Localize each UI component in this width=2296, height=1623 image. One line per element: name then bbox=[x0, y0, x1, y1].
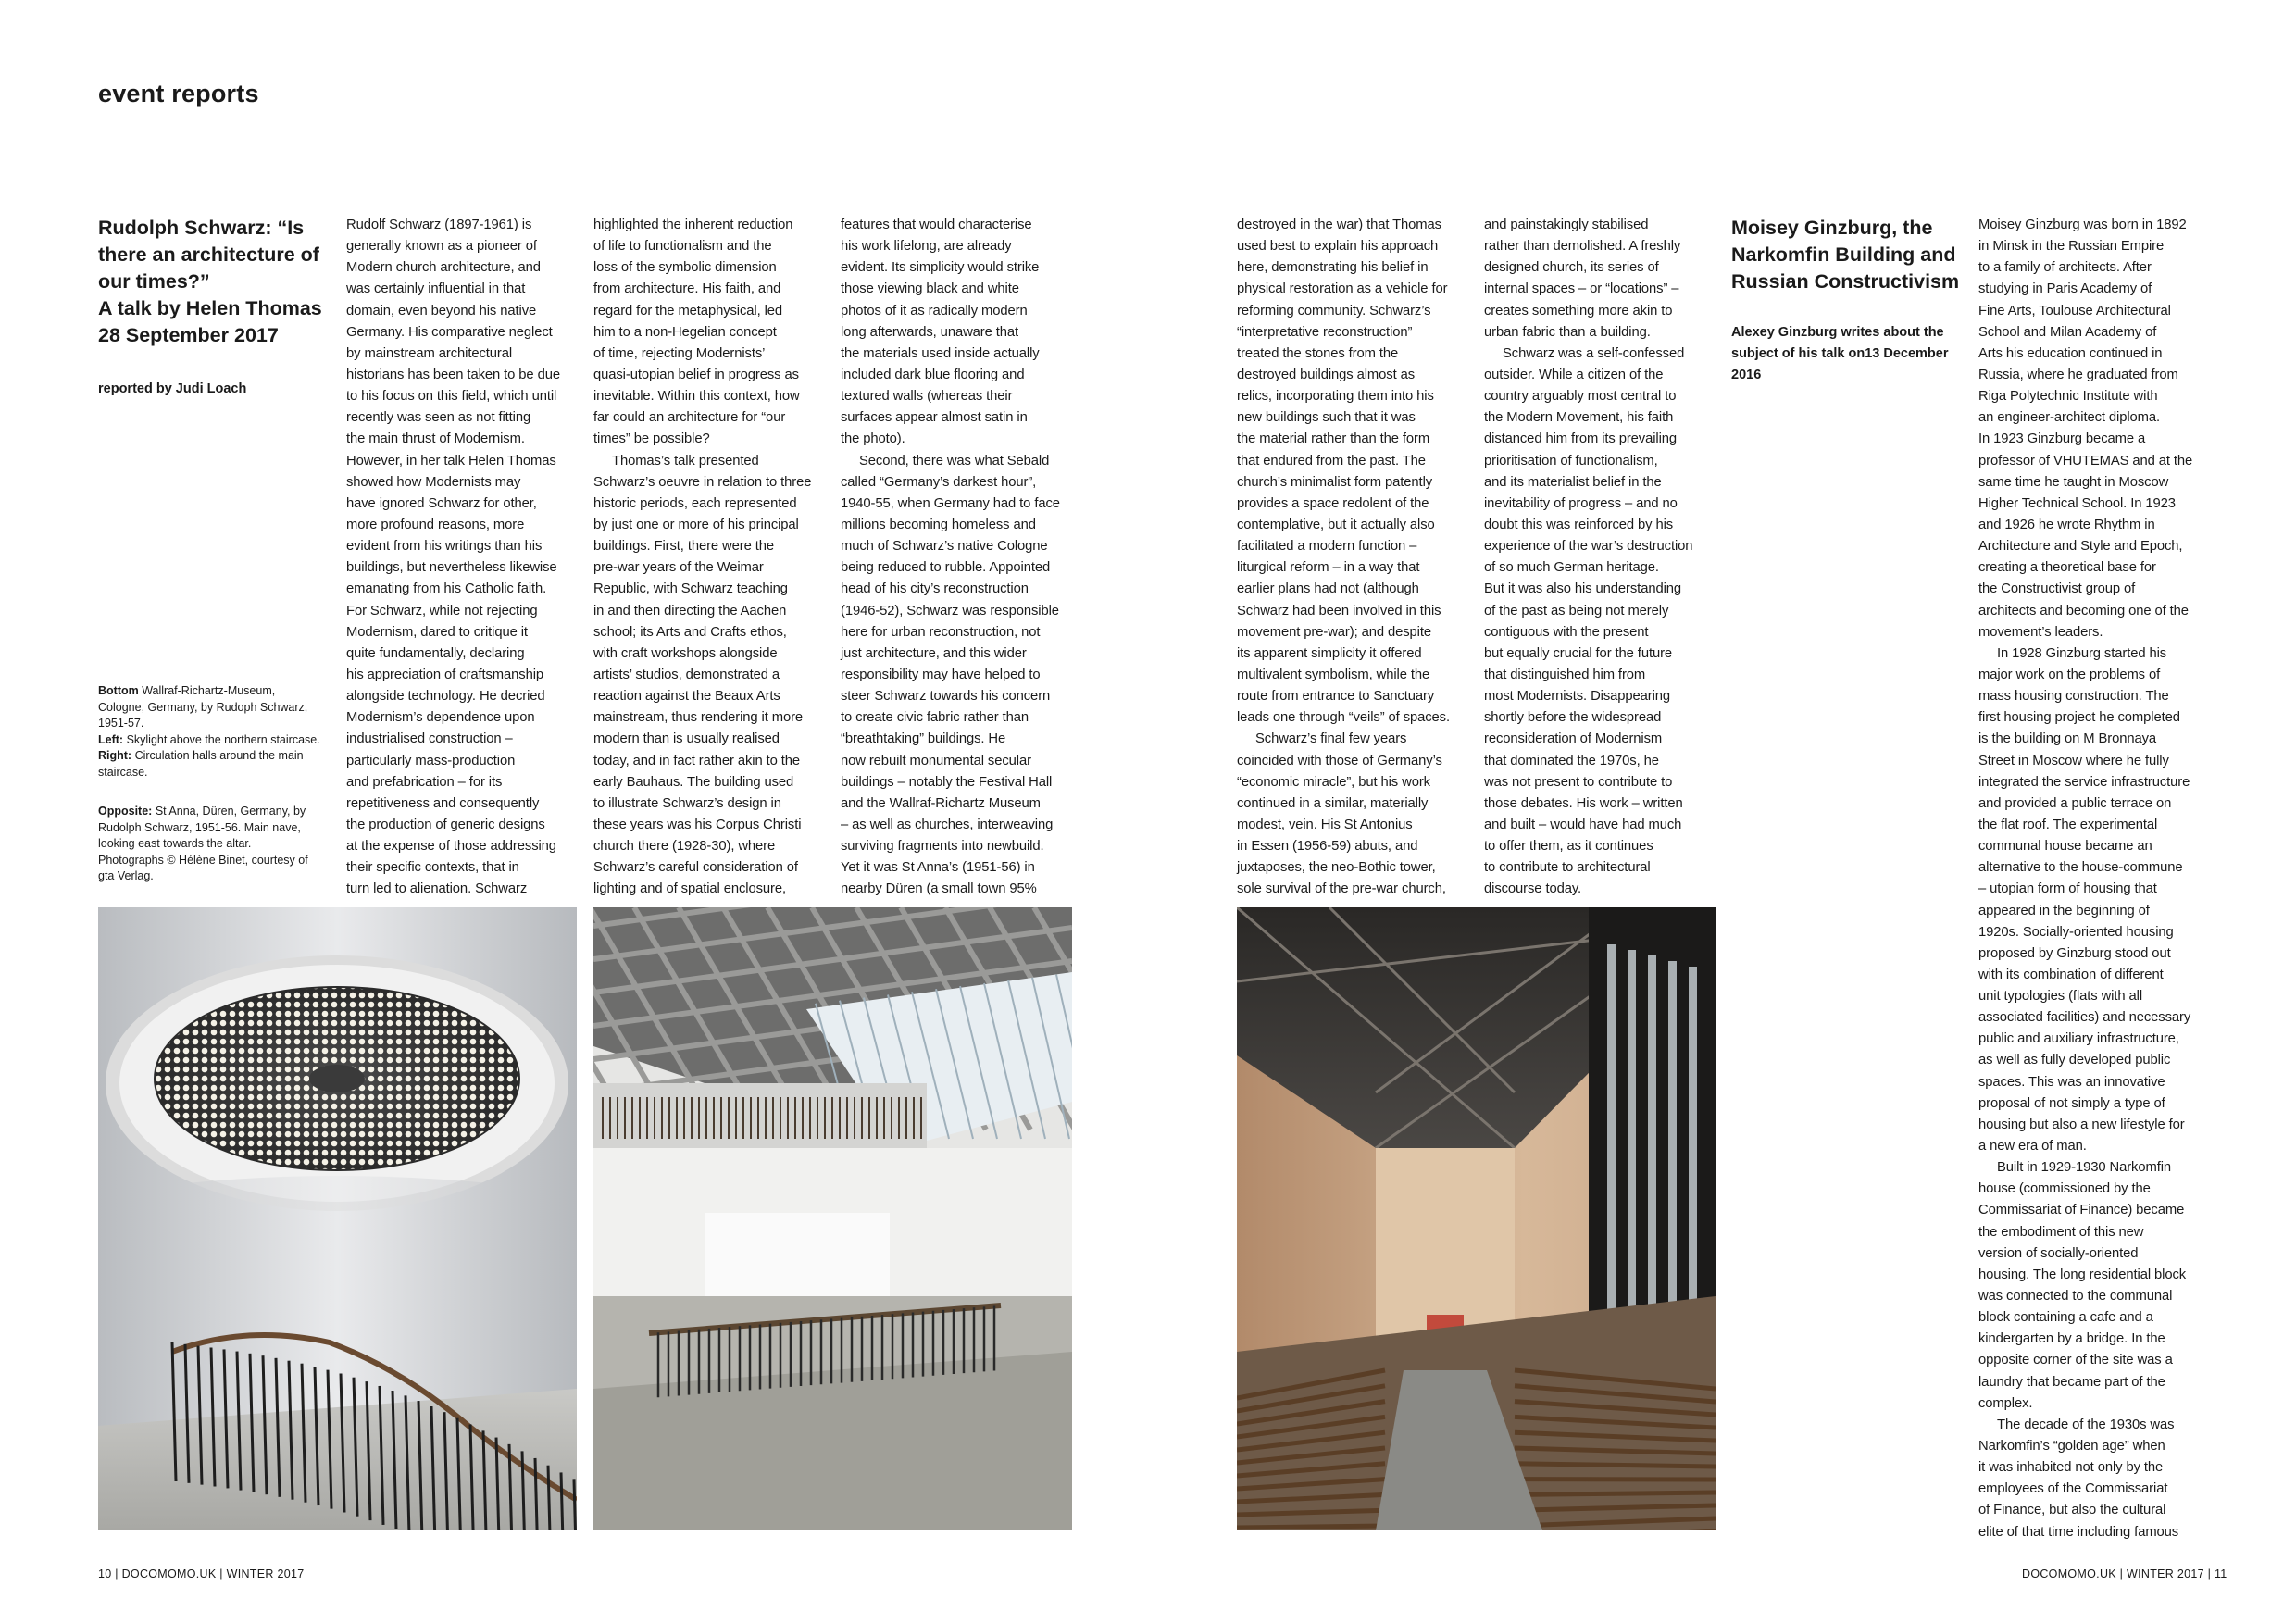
text-line: evident from his writings than his bbox=[346, 539, 543, 555]
text-line: as well as fully developed public bbox=[1978, 1053, 2171, 1068]
caption-line bbox=[98, 853, 308, 869]
text-line: and provided a public terrace on bbox=[1978, 795, 2172, 811]
text-line: generally known as a pioneer of bbox=[346, 239, 537, 255]
text-line: and painstakingly stabilised bbox=[1484, 218, 1649, 232]
text-line: mainstream, thus rendering it more bbox=[593, 710, 804, 726]
text-line: physical restoration as a vehicle for bbox=[1237, 281, 1448, 297]
text-line: regard for the metaphysical, led bbox=[593, 303, 783, 318]
text-line: an engineer-architect diploma. bbox=[1978, 410, 2161, 426]
caption-text: Rudolph Schwarz, 1951-56. Main nave, bbox=[98, 820, 301, 834]
text-line: juxtaposes, the neo-Bothic tower, bbox=[1237, 860, 1436, 876]
caption-text: Wallraf-Richartz-Museum, bbox=[142, 684, 276, 697]
text-line: the main thrust of Modernism. bbox=[346, 431, 525, 447]
text-line: historic periods, each represented bbox=[593, 495, 797, 511]
caption-label: Right: bbox=[98, 749, 135, 763]
church-nave-photo bbox=[1237, 907, 1716, 1530]
text-line: the materials used inside actually bbox=[841, 345, 1040, 361]
text-line: same time he taught in Moscow bbox=[1978, 474, 2169, 490]
text-line: loss of the symbolic dimension bbox=[593, 260, 777, 276]
text-line: the embodiment of this new bbox=[1978, 1224, 2144, 1240]
text-line: coincided with those of Germany’s bbox=[1237, 753, 1442, 768]
text-line: was not present to contribute to bbox=[1484, 774, 1673, 790]
text-line: more profound reasons, more bbox=[346, 517, 525, 532]
text-line: elite of that time including famous bbox=[1978, 1524, 2179, 1540]
text-line: new buildings such that it was bbox=[1237, 410, 1416, 426]
caption-line bbox=[98, 748, 320, 765]
text-line: reforming community. Schwarz’s bbox=[1237, 303, 1431, 318]
text-line: first housing project he completed bbox=[1978, 710, 2180, 726]
caption-label: Bottom bbox=[98, 684, 143, 697]
text-line: alongside technology. He decried bbox=[346, 689, 545, 705]
caption-text: staircase. bbox=[98, 765, 148, 779]
text-line: Modern church architecture, and bbox=[346, 260, 541, 276]
text-line: public and auxiliary infrastructure, bbox=[1978, 1031, 2179, 1047]
text-line: prioritisation of functionalism, bbox=[1484, 453, 1658, 468]
title-line: 28 September 2017 bbox=[98, 324, 279, 346]
text-line: provides a space redolent of the bbox=[1237, 495, 1429, 511]
text-line: is the building on M Bronnaya bbox=[1978, 731, 2157, 747]
text-line: “interpretative reconstruction” bbox=[1237, 324, 1413, 340]
text-line: and the Wallraf-Richartz Museum bbox=[841, 795, 1041, 811]
text-line: kindergarten by a bridge. In the bbox=[1978, 1331, 2165, 1347]
text-line: creates something more akin to bbox=[1484, 303, 1673, 318]
text-line: Schwarz’s final few years bbox=[1255, 731, 1407, 747]
circulation-hall-photo bbox=[593, 907, 1072, 1530]
text-line: here, demonstrating his belief in bbox=[1237, 260, 1429, 276]
text-line: the material rather than the form bbox=[1237, 431, 1430, 447]
text-line: to his focus on this field, which until bbox=[346, 389, 557, 405]
text-line: that distinguished him from bbox=[1484, 667, 1646, 682]
text-line: was certainly influential in that bbox=[346, 281, 526, 297]
hall-image bbox=[593, 907, 1072, 1530]
text-line: 1940-55, when Germany had to face bbox=[841, 495, 1060, 511]
text-line: to a family of architects. After bbox=[1978, 260, 2152, 276]
standfirst-line: Alexey Ginzburg writes about the bbox=[1731, 325, 1944, 340]
text-line: to offer them, as it continues bbox=[1484, 839, 1653, 855]
text-line: facilitated a modern function – bbox=[1237, 539, 1417, 555]
text-line: contemplative, but it actually also bbox=[1237, 517, 1435, 532]
title-line: Russian Constructivism bbox=[1731, 270, 1960, 293]
text-line: designed church, its series of bbox=[1484, 260, 1659, 276]
caption-line bbox=[98, 804, 308, 820]
text-line: Germany. His comparative neglect bbox=[346, 324, 553, 340]
text-line: and prefabrication – for its bbox=[346, 774, 503, 790]
text-line: of life to functionalism and the bbox=[593, 239, 772, 255]
text-line: Schwarz was a self-confessed bbox=[1503, 345, 1685, 361]
text-line: the production of generic designs bbox=[346, 817, 545, 832]
text-line: relics, incorporating them into his bbox=[1237, 389, 1434, 405]
text-line: architects and becoming one of the bbox=[1978, 603, 2189, 618]
text-line: features that would characterise bbox=[841, 218, 1032, 232]
text-line: employees of the Commissariat bbox=[1978, 1481, 2168, 1497]
caption-text: 1951-57. bbox=[98, 717, 144, 730]
text-line: quite fundamentally, declaring bbox=[346, 645, 525, 661]
caption-text: St Anna, Düren, Germany, by bbox=[155, 805, 306, 818]
text-line: being reduced to rubble. Appointed bbox=[841, 560, 1051, 576]
text-line: the photo). bbox=[841, 431, 905, 447]
caption-label: Left: bbox=[98, 732, 127, 746]
text-line: internal spaces – or “locations” – bbox=[1484, 281, 1679, 297]
text-line: of so much German heritage. bbox=[1484, 560, 1659, 576]
text-line: far could an architecture for “our bbox=[593, 410, 786, 426]
text-line: Schwarz’s careful consideration of bbox=[593, 860, 798, 876]
text-column bbox=[1237, 215, 1450, 901]
text-line: school; its Arts and Crafts ethos, bbox=[593, 624, 787, 640]
text-line: route from entrance to Sanctuary bbox=[1237, 689, 1435, 705]
text-line: millions becoming homeless and bbox=[841, 517, 1036, 532]
text-line: treated the stones from the bbox=[1237, 345, 1399, 361]
text-line: Built in 1929-1930 Narkomfin bbox=[1997, 1160, 2172, 1176]
caption-text: looking east towards the altar. bbox=[98, 837, 252, 851]
text-line: unit typologies (flats with all bbox=[1978, 989, 2143, 1005]
text-line: doubt this was reinforced by his bbox=[1484, 517, 1674, 532]
text-line: Modernism, dared to critique it bbox=[346, 624, 528, 640]
caption-line bbox=[98, 732, 320, 749]
text-line: Republic, with Schwarz teaching bbox=[593, 581, 788, 597]
article-title bbox=[1731, 215, 1959, 295]
text-line: shortly before the widespread bbox=[1484, 710, 1662, 726]
text-line: continued in a similar, materially bbox=[1237, 795, 1429, 811]
text-line: that dominated the 1970s, he bbox=[1484, 753, 1659, 768]
text-line: highlighted the inherent reduction bbox=[593, 218, 793, 232]
text-column bbox=[1484, 215, 1692, 901]
text-line: laundry that became part of the bbox=[1978, 1374, 2165, 1390]
title-line: A talk by Helen Thomas bbox=[98, 297, 322, 319]
text-line: much of Schwarz’s native Cologne bbox=[841, 539, 1048, 555]
title-line: Moisey Ginzburg, the bbox=[1731, 217, 1933, 239]
skylight-image bbox=[98, 907, 577, 1530]
text-line: head of his city’s reconstruction bbox=[841, 581, 1029, 597]
caption-text: Skylight above the northern staircase. bbox=[126, 732, 320, 746]
text-line: turn led to alienation. Schwarz bbox=[346, 881, 528, 897]
text-line: communal house became an bbox=[1978, 839, 2152, 855]
text-line: Narkomfin’s “golden age” when bbox=[1978, 1439, 2165, 1454]
text-line: domain, even beyond his native bbox=[346, 303, 537, 318]
text-line: alternative to the house-commune bbox=[1978, 860, 2183, 876]
text-line: “breathtaking” buildings. He bbox=[841, 731, 1006, 747]
caption-line bbox=[98, 836, 308, 853]
text-line: the flat roof. The experimental bbox=[1978, 817, 2158, 832]
text-line: lighting and of spatial enclosure, bbox=[593, 881, 787, 897]
text-line: was connected to the communal bbox=[1978, 1289, 2173, 1305]
text-line: Second, there was what Sebald bbox=[859, 453, 1050, 468]
text-line: Rudolf Schwarz (1897-1961) is bbox=[346, 218, 532, 232]
text-line: and its materialist belief in the bbox=[1484, 474, 1662, 490]
text-line: textured walls (whereas their bbox=[841, 389, 1013, 405]
photo-caption bbox=[98, 804, 308, 885]
text-line: pre-war years of the Weimar bbox=[593, 560, 764, 576]
text-line: but equally crucial for the future bbox=[1484, 645, 1673, 661]
text-line: showed how Modernists may bbox=[346, 474, 521, 490]
text-line: outsider. While a citizen of the bbox=[1484, 367, 1664, 382]
text-line: version of socially-oriented bbox=[1978, 1245, 2139, 1261]
text-line: For Schwarz, while not rejecting bbox=[346, 603, 538, 618]
text-line: Commissariat of Finance) became bbox=[1978, 1203, 2185, 1218]
text-line: the Constructivist group of bbox=[1978, 581, 2136, 597]
text-line: it was inhabited not only by the bbox=[1978, 1460, 2164, 1476]
text-line: recently was seen as not fitting bbox=[346, 410, 531, 426]
text-line: block containing a cafe and a bbox=[1978, 1310, 2153, 1326]
text-line: multivalent symbolism, while the bbox=[1237, 667, 1430, 682]
text-line: particularly mass-production bbox=[346, 753, 516, 768]
text-line: in and then directing the Aachen bbox=[593, 603, 787, 618]
text-line: Fine Arts, Toulouse Architectural bbox=[1978, 303, 2171, 318]
caption-text: Photographs © Hélène Binet, courtesy of bbox=[98, 853, 308, 867]
text-line: movement’s leaders. bbox=[1978, 624, 2103, 640]
caption-label: Opposite: bbox=[98, 805, 156, 818]
text-line: those debates. His work – written bbox=[1484, 795, 1683, 811]
standfirst bbox=[1731, 322, 1949, 386]
text-line: In 1923 Ginzburg became a bbox=[1978, 431, 2146, 447]
text-line: studying in Paris Academy of bbox=[1978, 281, 2152, 297]
title-line: our times?” bbox=[98, 270, 210, 293]
text-line: However, in her talk Helen Thomas bbox=[346, 453, 556, 468]
text-line: Schwarz had been involved in this bbox=[1237, 603, 1441, 618]
text-line: in Minsk in the Russian Empire bbox=[1978, 239, 2165, 255]
text-line: house (commissioned by the bbox=[1978, 1181, 2151, 1197]
text-line: industrialised construction – bbox=[346, 731, 513, 747]
text-line: evident. Its simplicity would strike bbox=[841, 260, 1040, 276]
text-line: church there (1928-30), where bbox=[593, 839, 776, 855]
text-line: Yet it was St Anna’s (1951-56) in bbox=[841, 860, 1035, 876]
caption-text: Cologne, Germany, by Rudoph Schwarz, bbox=[98, 700, 308, 714]
text-line: him to a non-Hegelian concept bbox=[593, 324, 777, 340]
caption-line bbox=[98, 716, 320, 732]
text-line: artists’ studios, demonstrated a bbox=[593, 667, 780, 682]
caption-text: Circulation halls around the main bbox=[134, 749, 304, 763]
standfirst-line: 2016 bbox=[1731, 368, 1762, 382]
caption-line bbox=[98, 820, 308, 837]
text-line: rather than demolished. A freshly bbox=[1484, 239, 1681, 255]
text-line: urban fabric than a building. bbox=[1484, 324, 1651, 340]
byline: reported by Judi Loach bbox=[98, 381, 247, 396]
text-line: 1920s. Socially-oriented housing bbox=[1978, 924, 2174, 940]
text-line: just architecture, and this wider bbox=[841, 645, 1027, 661]
text-line: creating a theoretical base for bbox=[1978, 560, 2156, 576]
title-line: there an architecture of bbox=[98, 243, 319, 266]
text-line: historians has been taken to be due bbox=[346, 367, 560, 382]
text-line: buildings, but nevertheless likewise bbox=[346, 560, 557, 576]
section-header: event reports bbox=[98, 80, 259, 107]
text-line: long afterwards, unaware that bbox=[841, 324, 1019, 340]
text-line: his work lifelong, are already bbox=[841, 239, 1012, 255]
text-line: surfaces appear almost satin in bbox=[841, 410, 1028, 426]
text-line: associated facilities) and necessary bbox=[1978, 1010, 2191, 1026]
text-line: Higher Technical School. In 1923 bbox=[1978, 495, 2176, 511]
text-line: housing. The long residential block bbox=[1978, 1267, 2187, 1282]
text-line: in Essen (1956-59) abuts, and bbox=[1237, 839, 1418, 855]
text-line: of the past as being not merely bbox=[1484, 603, 1669, 618]
text-line: inevitable. Within this context, how bbox=[593, 389, 800, 405]
text-line: distanced him from its prevailing bbox=[1484, 431, 1678, 447]
text-line: here for urban reconstruction, not bbox=[841, 624, 1041, 640]
text-line: repetitiveness and consequently bbox=[346, 795, 540, 811]
caption-line bbox=[98, 765, 320, 781]
text-line: its apparent simplicity it offered bbox=[1237, 645, 1422, 661]
text-line: inevitability of progress – and no bbox=[1484, 495, 1678, 511]
text-line: opposite corner of the site was a bbox=[1978, 1353, 2173, 1368]
title-line: Rudolph Schwarz: “Is bbox=[98, 217, 305, 239]
text-line: destroyed in the war) that Thomas bbox=[1237, 218, 1441, 232]
title-line: Narkomfin Building and bbox=[1731, 243, 1956, 266]
text-line: steer Schwarz towards his concern bbox=[841, 689, 1051, 705]
text-line: now rebuilt monumental secular bbox=[841, 753, 1031, 768]
caption-line bbox=[98, 683, 320, 700]
text-line: at the expense of those addressing bbox=[346, 839, 556, 855]
text-line: have ignored Schwarz for other, bbox=[346, 495, 537, 511]
text-line: early Bauhaus. The building used bbox=[593, 774, 794, 790]
text-line: most Modernists. Disappearing bbox=[1484, 689, 1671, 705]
caption-line bbox=[98, 700, 320, 717]
text-line: major work on the problems of bbox=[1978, 667, 2161, 682]
text-line: The decade of the 1930s was bbox=[1997, 1417, 2175, 1432]
text-line: appeared in the beginning of bbox=[1978, 903, 2150, 918]
nave-image bbox=[1237, 907, 1716, 1530]
text-column bbox=[593, 215, 811, 901]
text-line: modern than is usually realised bbox=[593, 731, 780, 747]
text-line: modest, vein. His St Antonius bbox=[1237, 817, 1413, 832]
text-line: these years was his Corpus Christi bbox=[593, 817, 802, 832]
text-line: discourse today. bbox=[1484, 881, 1582, 897]
text-line: destroyed buildings almost as bbox=[1237, 367, 1416, 382]
text-line: to illustrate Schwarz’s design in bbox=[593, 795, 781, 811]
skylight-photo bbox=[98, 907, 577, 1530]
text-line: of time, rejecting Modernists’ bbox=[593, 345, 766, 361]
text-line: their specific contexts, that in bbox=[346, 860, 519, 876]
text-line: buildings. First, there were the bbox=[593, 539, 775, 555]
text-line: proposed by Ginzburg stood out bbox=[1978, 945, 2171, 961]
text-line: with craft workshops alongside bbox=[593, 645, 778, 661]
text-line: – as well as churches, interweaving bbox=[841, 817, 1054, 832]
text-line: nearby Düren (a small town 95% bbox=[841, 881, 1037, 897]
text-line: leads one through “veils” of spaces. bbox=[1237, 710, 1450, 726]
text-line: and 1926 he wrote Rhythm in bbox=[1978, 517, 2155, 532]
text-line: “economic miracle”, but his work bbox=[1237, 774, 1430, 790]
text-line: from architecture. His faith, and bbox=[593, 281, 781, 297]
text-line: with its combination of different bbox=[1978, 967, 2164, 982]
text-column bbox=[841, 215, 1060, 901]
text-line: church’s minimalist form patently bbox=[1237, 474, 1433, 490]
text-line: the Modern Movement, his faith bbox=[1484, 410, 1674, 426]
caption-text: gta Verlag. bbox=[98, 869, 154, 883]
text-line: Thomas’s talk presented bbox=[612, 453, 759, 468]
text-line: to create civic fabric rather than bbox=[841, 710, 1029, 726]
text-line: – utopian form of housing that bbox=[1978, 881, 2157, 897]
text-line: integrated the service infrastructure bbox=[1978, 774, 2190, 790]
caption-line bbox=[98, 868, 308, 885]
text-column bbox=[1978, 215, 2192, 1543]
text-column bbox=[346, 215, 560, 901]
text-line: reconsideration of Modernism bbox=[1484, 731, 1663, 747]
text-line: School and Milan Academy of bbox=[1978, 324, 2157, 340]
text-line: In 1928 Ginzburg started his bbox=[1997, 645, 2167, 661]
text-line: reaction against the Beaux Arts bbox=[593, 689, 780, 705]
text-line: photos of it as radically modern bbox=[841, 303, 1028, 318]
text-line: Modernism’s dependence upon bbox=[346, 710, 535, 726]
text-line: by just one or more of his principal bbox=[593, 517, 799, 532]
footer-left: 10 | DOCOMOMO.UK | WINTER 2017 bbox=[98, 1567, 305, 1580]
text-line: today, and in fact rather akin to the bbox=[593, 753, 801, 768]
text-line: proposal of not simply a type of bbox=[1978, 1095, 2165, 1111]
text-line: Architecture and Style and Epoch, bbox=[1978, 539, 2183, 555]
text-line: housing but also a new lifestyle for bbox=[1978, 1117, 2185, 1132]
text-line: Arts his education continued in bbox=[1978, 345, 2163, 361]
text-line: by mainstream architectural bbox=[346, 345, 513, 361]
text-line: sole survival of the pre-war church, bbox=[1237, 881, 1446, 897]
text-line: buildings – notably the Festival Hall bbox=[841, 774, 1053, 790]
text-line: to contribute to architectural bbox=[1484, 860, 1651, 876]
text-line: that endured from the past. The bbox=[1237, 453, 1426, 468]
photo-caption bbox=[98, 683, 320, 781]
text-line: included dark blue flooring and bbox=[841, 367, 1025, 382]
text-line: and built – would have had much bbox=[1484, 817, 1682, 832]
text-line: experience of the war’s destruction bbox=[1484, 539, 1693, 555]
text-line: those viewing black and white bbox=[841, 281, 1019, 297]
text-line: a new era of man. bbox=[1978, 1139, 2087, 1155]
text-line: called “Germany’s darkest hour”, bbox=[841, 474, 1037, 490]
text-line: of Finance, but also the cultural bbox=[1978, 1503, 2166, 1518]
text-line: contiguous with the present bbox=[1484, 624, 1649, 640]
text-line: surviving fragments into newbuild. bbox=[841, 839, 1044, 855]
text-line: (1946-52), Schwarz was responsible bbox=[841, 603, 1059, 618]
text-line: country arguably most central to bbox=[1484, 389, 1677, 405]
text-line: used best to explain his approach bbox=[1237, 239, 1439, 255]
text-line: Russia, where he graduated from bbox=[1978, 367, 2178, 382]
text-line: liturgical reform – in a way that bbox=[1237, 560, 1420, 576]
text-line: Schwarz’s oeuvre in relation to three bbox=[593, 474, 812, 490]
text-line: professor of VHUTEMAS and at the bbox=[1978, 453, 2193, 468]
text-line: mass housing construction. The bbox=[1978, 689, 2169, 705]
text-line: times” be possible? bbox=[593, 431, 710, 447]
text-line: emanating from his Catholic faith. bbox=[346, 581, 547, 597]
article-title bbox=[98, 215, 322, 349]
text-line: complex. bbox=[1978, 1395, 2033, 1411]
text-line: movement pre-war); and despite bbox=[1237, 624, 1432, 640]
text-line: Riga Polytechnic Institute with bbox=[1978, 389, 2158, 405]
text-line: spaces. This was an innovative bbox=[1978, 1074, 2165, 1090]
text-line: responsibility may have helped to bbox=[841, 667, 1041, 682]
text-line: earlier plans had not (although bbox=[1237, 581, 1419, 597]
standfirst-line: subject of his talk on13 December bbox=[1731, 346, 1949, 361]
text-line: Moisey Ginzburg was born in 1892 bbox=[1978, 218, 2187, 232]
text-line: quasi-utopian belief in progress as bbox=[593, 367, 799, 382]
footer-right: DOCOMOMO.UK | WINTER 2017 | 11 bbox=[2022, 1567, 2227, 1580]
text-line: But it was also his understanding bbox=[1484, 581, 1682, 597]
text-line: his appreciation of craftsmanship bbox=[346, 667, 544, 682]
text-line: Street in Moscow where he fully bbox=[1978, 753, 2169, 768]
